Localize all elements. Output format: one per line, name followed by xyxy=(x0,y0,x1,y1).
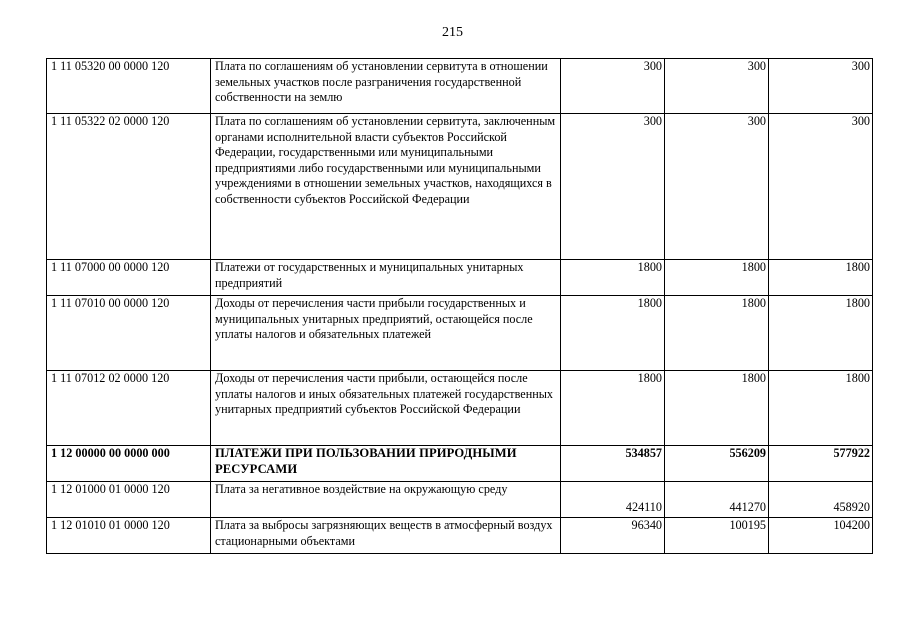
revenue-name-cell: Плата по соглашениям об установлении сервитута в отношении земельных участков после разграничения государственной собственности на землю xyxy=(211,59,561,114)
revenue-name-cell: Плата по соглашениям об установлении сервитута, заключенным органами исполнительной власти субъектов Российской Федерации, государственными или муниципальными предприятиями либо государственными или муниципальными учреждениями в отношении земельных участков, находящихся в собственности субъектов Российской Федерации xyxy=(211,114,561,260)
page-number: 215 xyxy=(442,25,463,40)
revenue-name-cell: Доходы от перечисления части прибыли, остающейся после уплаты налогов и иных обязательных платежей государственных унитарных предприятий субъектов Российской Федерации xyxy=(211,371,561,446)
table-row xyxy=(47,482,873,518)
value-year3-cell: 104200 xyxy=(769,518,873,554)
value-year2-cell: 100195 xyxy=(665,518,769,554)
table-row-section-total xyxy=(47,446,873,482)
budget-code-cell: 1 11 05322 02 0000 120 xyxy=(47,114,211,260)
budget-code-cell: 1 11 07012 02 0000 120 xyxy=(47,371,211,446)
budget-code-cell: 1 11 07010 00 0000 120 xyxy=(47,296,211,371)
value-year1-cell: 300 xyxy=(561,114,665,260)
value-year1-cell: 96340 xyxy=(561,518,665,554)
value-year1-cell: 1800 xyxy=(561,296,665,371)
budget-code-cell: 1 12 00000 00 0000 000 xyxy=(47,446,211,482)
value-year1-cell: 424110 xyxy=(561,482,665,518)
revenue-name-cell: Плата за негативное воздействие на окружающую среду xyxy=(211,482,561,518)
value-year3-cell: 1800 xyxy=(769,371,873,446)
value-year3-cell: 300 xyxy=(769,59,873,114)
value-year2-cell: 556209 xyxy=(665,446,769,482)
value-year2-cell: 1800 xyxy=(665,260,769,296)
value-year2-cell: 300 xyxy=(665,59,769,114)
value-year1-cell: 534857 xyxy=(561,446,665,482)
table-row xyxy=(47,296,873,371)
budget-revenue-table xyxy=(46,58,873,554)
value-year3-cell: 577922 xyxy=(769,446,873,482)
value-year2-cell: 1800 xyxy=(665,296,769,371)
revenue-name-cell: Доходы от перечисления части прибыли государственных и муниципальных унитарных предприятий, остающейся после уплаты налогов и обязательных платежей xyxy=(211,296,561,371)
value-year1-cell: 300 xyxy=(561,59,665,114)
value-year2-cell: 1800 xyxy=(665,371,769,446)
revenue-name-cell: Плата за выбросы загрязняющих веществ в атмосферный воздух стационарными объектами xyxy=(211,518,561,554)
table-row xyxy=(47,59,873,114)
value-year3-cell: 458920 xyxy=(769,482,873,518)
budget-code-cell: 1 11 05320 00 0000 120 xyxy=(47,59,211,114)
value-year1-cell: 1800 xyxy=(561,260,665,296)
revenue-name-cell: Платежи от государственных и муниципальных унитарных предприятий xyxy=(211,260,561,296)
table-row xyxy=(47,371,873,446)
value-year2-cell: 441270 xyxy=(665,482,769,518)
table-row xyxy=(47,518,873,554)
value-year3-cell: 1800 xyxy=(769,296,873,371)
table-row xyxy=(47,260,873,296)
value-year1-cell: 1800 xyxy=(561,371,665,446)
value-year3-cell: 300 xyxy=(769,114,873,260)
budget-code-cell: 1 12 01000 01 0000 120 xyxy=(47,482,211,518)
table-row xyxy=(47,114,873,260)
revenue-name-cell: ПЛАТЕЖИ ПРИ ПОЛЬЗОВАНИИ ПРИРОДНЫМИ РЕСУРСАМИ xyxy=(211,446,561,482)
budget-code-cell: 1 12 01010 01 0000 120 xyxy=(47,518,211,554)
value-year3-cell: 1800 xyxy=(769,260,873,296)
value-year2-cell: 300 xyxy=(665,114,769,260)
budget-code-cell: 1 11 07000 00 0000 120 xyxy=(47,260,211,296)
